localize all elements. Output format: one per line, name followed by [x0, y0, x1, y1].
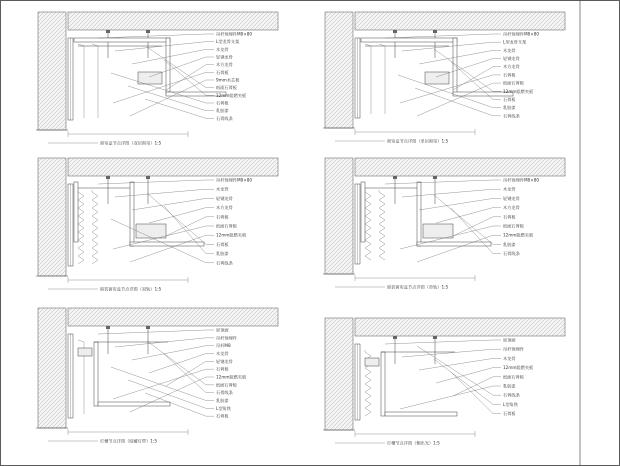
anchor-bolt — [146, 176, 150, 179]
anchor-bolt — [106, 176, 110, 179]
component-label: 纸面石膏板 — [503, 374, 524, 380]
component-label: 石膏板 — [503, 214, 516, 220]
anchor-bolt — [433, 30, 437, 33]
component-label: 乳胶漆 — [503, 241, 516, 247]
anchor-bolt — [146, 30, 150, 33]
ceiling-board — [385, 412, 457, 416]
anchor-bolt — [106, 326, 110, 329]
anchor-bolt — [433, 176, 437, 179]
component-label: 吊杆预埋件M8×80 — [216, 31, 253, 37]
component-label: 吊杆M8 — [216, 343, 231, 349]
component-label: 纸面石膏板 — [216, 382, 237, 388]
component-label: 乳胶漆 — [503, 383, 516, 389]
component-label: 吊杆预埋件M8×80 — [216, 177, 253, 183]
component-label: 乳胶漆 — [216, 108, 229, 114]
component-label: 乳胶漆 — [216, 251, 229, 257]
detail-caption: 灯槽节点详图（侧出光）1:5 — [387, 440, 440, 446]
component-label: 12mm阻燃夹板 — [503, 232, 534, 238]
component-label: 9mm木芯板 — [216, 77, 240, 83]
component-label: L型龙骨支架 — [216, 39, 240, 45]
component-label: 木龙骨 — [216, 46, 229, 52]
component-label: 12mm阻燃夹板 — [216, 374, 247, 380]
ceiling-slab — [68, 308, 278, 326]
component-label: 木龙骨 — [503, 355, 516, 361]
detail-caption: 窗帘盒节点详图（单层窗帘）1:5 — [387, 138, 449, 144]
component-label: L型角铁 — [503, 401, 518, 407]
keel-block — [423, 224, 453, 238]
ceiling-board — [98, 402, 170, 406]
component-label: 石膏板 — [216, 366, 229, 372]
wall-section — [38, 158, 66, 276]
cove-vertical-board — [94, 342, 98, 406]
anchor-bolt — [433, 336, 437, 339]
wall-section — [325, 12, 353, 128]
component-label: 石膏板 — [216, 241, 229, 247]
component-label: 纸面石膏板 — [216, 85, 237, 91]
component-label: 原顶面 — [503, 337, 516, 343]
component-label: 轻钢龙骨 — [503, 195, 520, 201]
keel-block — [136, 224, 166, 238]
component-label: 木方龙骨 — [216, 205, 233, 211]
component-label: 石膏线条 — [503, 392, 520, 398]
component-label: 轻钢龙骨 — [216, 54, 233, 60]
anchor-bolt — [393, 336, 397, 339]
component-label: 乳胶漆 — [503, 105, 516, 111]
component-label: 石膏板 — [216, 413, 229, 419]
component-label: 木龙骨 — [503, 186, 516, 192]
led-strip — [78, 348, 92, 356]
box-side-board — [453, 38, 457, 94]
component-label: 吊杆预埋件M8×80 — [503, 177, 540, 183]
wall-section — [38, 12, 66, 130]
component-label: 纸面石膏板 — [503, 223, 524, 229]
anchor-bolt — [393, 176, 397, 179]
component-label: 石膏线条 — [216, 260, 233, 266]
box-side-board — [166, 38, 170, 94]
anchor-bolt — [146, 326, 150, 329]
ceiling-board — [130, 242, 204, 246]
component-label: 木方龙骨 — [503, 205, 520, 211]
component-label: 轻钢龙骨 — [503, 56, 520, 62]
wall-section — [38, 308, 66, 428]
component-label: 石膏板 — [216, 69, 229, 75]
led-strip — [365, 358, 379, 366]
cove-vertical-board — [381, 352, 385, 416]
detail-caption: 暗装窗帘盒节点详图（单轨）1:5 — [387, 284, 449, 290]
component-label: 木龙骨 — [216, 186, 229, 192]
detail-caption: 窗帘盒节点详图（双层窗帘）1:5 — [100, 140, 162, 146]
ceiling-slab — [355, 318, 565, 336]
detail-caption: 暗装窗帘盒节点详图（双轨）1:5 — [100, 286, 162, 292]
detail-caption: 灯槽节点详图（暗藏灯带）1:5 — [100, 438, 157, 444]
component-label: 吊杆预埋件M8×80 — [503, 31, 540, 37]
component-label: 12mm阻燃夹板 — [503, 88, 534, 94]
component-label: 吊杆预埋件 — [503, 346, 524, 352]
anchor-bolt — [106, 30, 110, 33]
component-label: L型龙骨支架 — [503, 39, 527, 45]
component-label: L型角铁 — [216, 405, 231, 411]
component-label: 石膏线条 — [503, 113, 520, 119]
box-top-board — [361, 38, 457, 42]
component-label: 轻钢龙骨 — [216, 195, 233, 201]
pocket-inner-board — [361, 182, 365, 242]
component-label: 石膏板 — [503, 96, 516, 102]
component-label: 木龙骨 — [216, 351, 229, 356]
ceiling-board — [417, 242, 491, 246]
component-label: 乳胶漆 — [216, 398, 229, 403]
component-label: 木方龙骨 — [503, 64, 520, 70]
ceiling-slab — [355, 158, 565, 176]
component-label: 石膏板 — [216, 100, 229, 106]
component-label: 石膏线条 — [216, 115, 233, 121]
component-label: 12mm阻燃夹板 — [216, 232, 247, 238]
component-label: 木方龙骨 — [216, 62, 233, 68]
anchor-bolt — [393, 30, 397, 33]
component-label: 12mm阻燃夹板 — [503, 365, 534, 371]
wall-section — [325, 158, 353, 274]
pocket-side-board — [130, 182, 134, 246]
component-label: 轻钢龙骨 — [216, 358, 233, 364]
component-label: 12mm阻燃夹板 — [216, 92, 247, 98]
component-label: 石膏板 — [503, 72, 516, 78]
wall-section — [325, 318, 353, 430]
component-label: 原顶面 — [216, 327, 229, 333]
component-label: 石膏线条 — [503, 251, 520, 257]
pocket-inner-board — [74, 182, 78, 242]
pocket-side-board — [417, 182, 421, 246]
component-label: 木龙骨 — [503, 47, 516, 53]
ceiling-slab — [355, 12, 565, 30]
component-label: 石膏板 — [216, 214, 229, 220]
box-top-board — [74, 38, 170, 42]
ceiling-slab — [68, 158, 278, 176]
component-label: 石膏线条 — [216, 390, 233, 396]
component-label: 纸面石膏板 — [216, 223, 237, 229]
component-label: 吊杆预埋件 — [216, 335, 237, 341]
ceiling-slab — [68, 12, 278, 30]
component-label: 纸面石膏板 — [503, 80, 524, 86]
component-label: 石膏板 — [503, 411, 516, 417]
